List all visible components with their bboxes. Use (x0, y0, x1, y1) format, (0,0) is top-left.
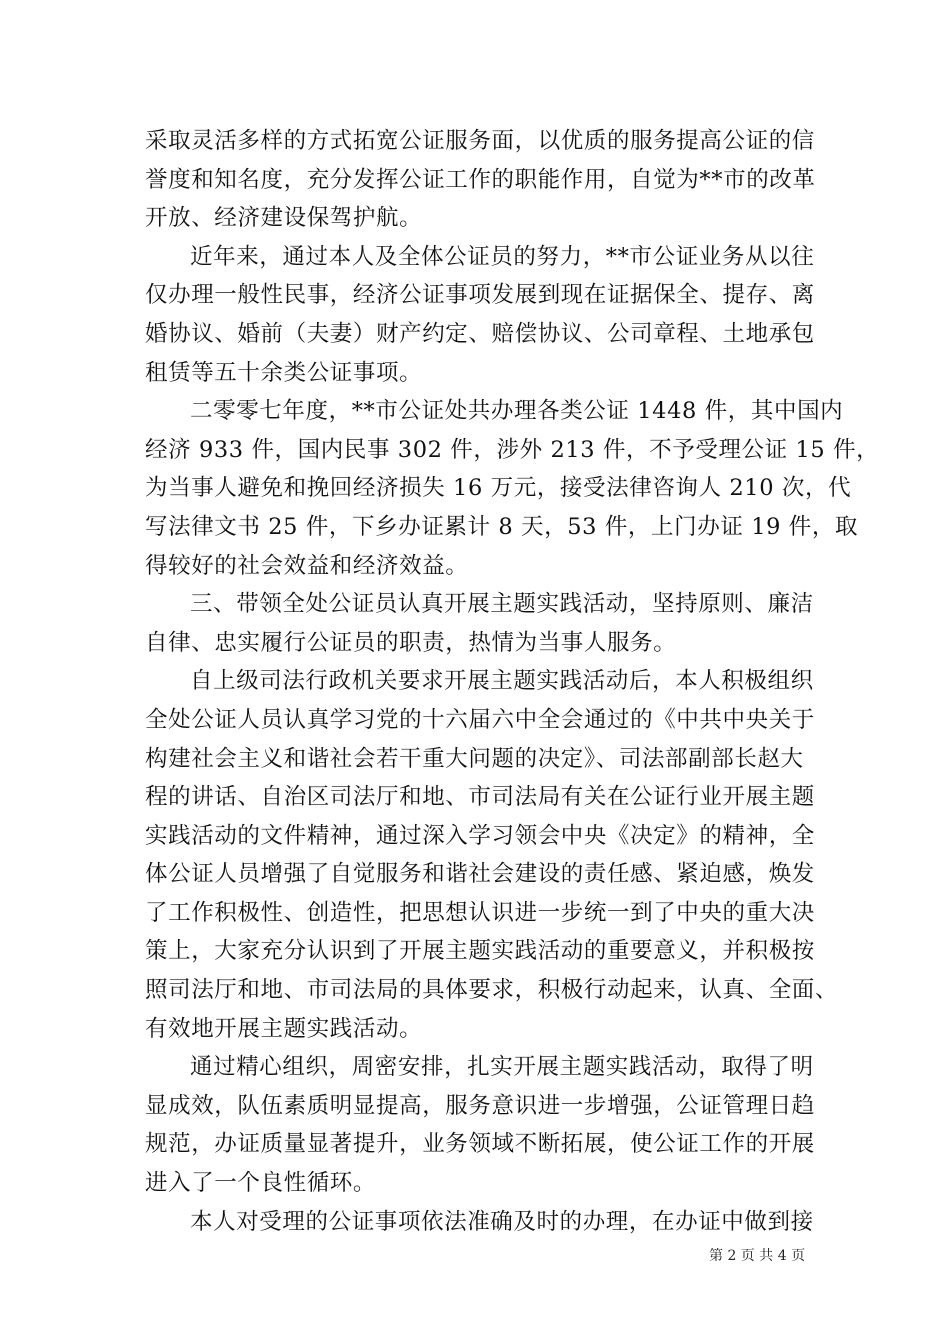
paragraph-first-line: 本人对受理的公证事项依法准确及时的办理，在办证中做到接 (190, 1208, 814, 1235)
text-line: 仅办理一般性民事，经济公证事项发展到现在证据保全、提存、离 (145, 282, 815, 309)
text-line: 婚协议、婚前（夫妻）财产约定、赔偿协议、公司章程、土地承包 (145, 320, 815, 347)
paragraph-first-line: 三、带领全处公证员认真开展主题实践活动，坚持原则、廉洁 (190, 591, 814, 618)
text-line: 开放、经济建设保驾护航。 (145, 205, 423, 232)
text-line: 全处公证人员认真学习党的十六届六中全会通过的《中共中央关于 (145, 706, 815, 733)
paragraph-first-line: 通过精心组织，周密安排，扎实开展主题实践活动，取得了明 (190, 1054, 814, 1081)
text-line: 照司法厅和地、市司法局的具体要求，积极行动起来，认真、全面、 (145, 977, 839, 1004)
paragraph-first-line: 近年来，通过本人及全体公证员的努力，**市公证业务从以往 (190, 243, 815, 270)
text-line: 经济 933 件，国内民事 302 件，涉外 213 件，不予受理公证 15 件， (145, 436, 880, 463)
text-line: 进入了一个良性循环。 (145, 1170, 377, 1197)
paragraph-first-line: 二零零七年度，**市公证处共办理各类公证 1448 件，其中国内 (190, 398, 844, 425)
text-line: 策上，大家充分认识到了开展主题实践活动的重要意义，并积极按 (145, 938, 815, 965)
page-number-footer: 第 2 页 共 4 页 (709, 1248, 806, 1264)
text-line: 自律、忠实履行公证员的职责，热情为当事人服务。 (145, 629, 677, 656)
text-line: 为当事人避免和挽回经济损失 16 万元，接受法律咨询人 210 次，代 (145, 475, 852, 502)
text-line: 显成效，队伍素质明显提高，服务意识进一步增强，公证管理日趋 (145, 1092, 815, 1119)
text-line: 实践活动的文件精神，通过深入学习领会中央《决定》的精神，全 (145, 822, 815, 849)
text-line: 了工作积极性、创造性，把思想认识进一步统一到了中央的重大决 (145, 899, 815, 926)
paragraph-first-line: 自上级司法行政机关要求开展主题实践活动后，本人积极组织 (190, 668, 814, 695)
text-line: 誉度和知名度，充分发挥公证工作的职能作用，自觉为**市的改革 (145, 166, 816, 193)
text-line: 采取灵活多样的方式拓宽公证服务面，以优质的服务提高公证的信 (145, 128, 815, 154)
text-line: 程的讲话、自治区司法厅和地、市司法局有关在公证行业开展主题 (145, 784, 815, 811)
text-line: 写法律文书 25 件，下乡办证累计 8 天，53 件，上门办证 19 件，取 (145, 513, 859, 540)
text-line: 有效地开展主题实践活动。 (145, 1015, 423, 1042)
text-line: 得较好的社会效益和经济效益。 (145, 552, 469, 579)
text-line: 体公证人员增强了自觉服务和谐社会建设的责任感、紧迫感，焕发 (145, 861, 815, 888)
text-line: 规范，办证质量显著提升，业务领域不断拓展，使公证工作的开展 (145, 1131, 815, 1158)
text-line: 构建社会主义和谐社会若干重大问题的决定》、司法部副部长赵大 (145, 745, 804, 772)
text-line: 租赁等五十余类公证事项。 (145, 359, 423, 386)
document-body (145, 122, 880, 1241)
